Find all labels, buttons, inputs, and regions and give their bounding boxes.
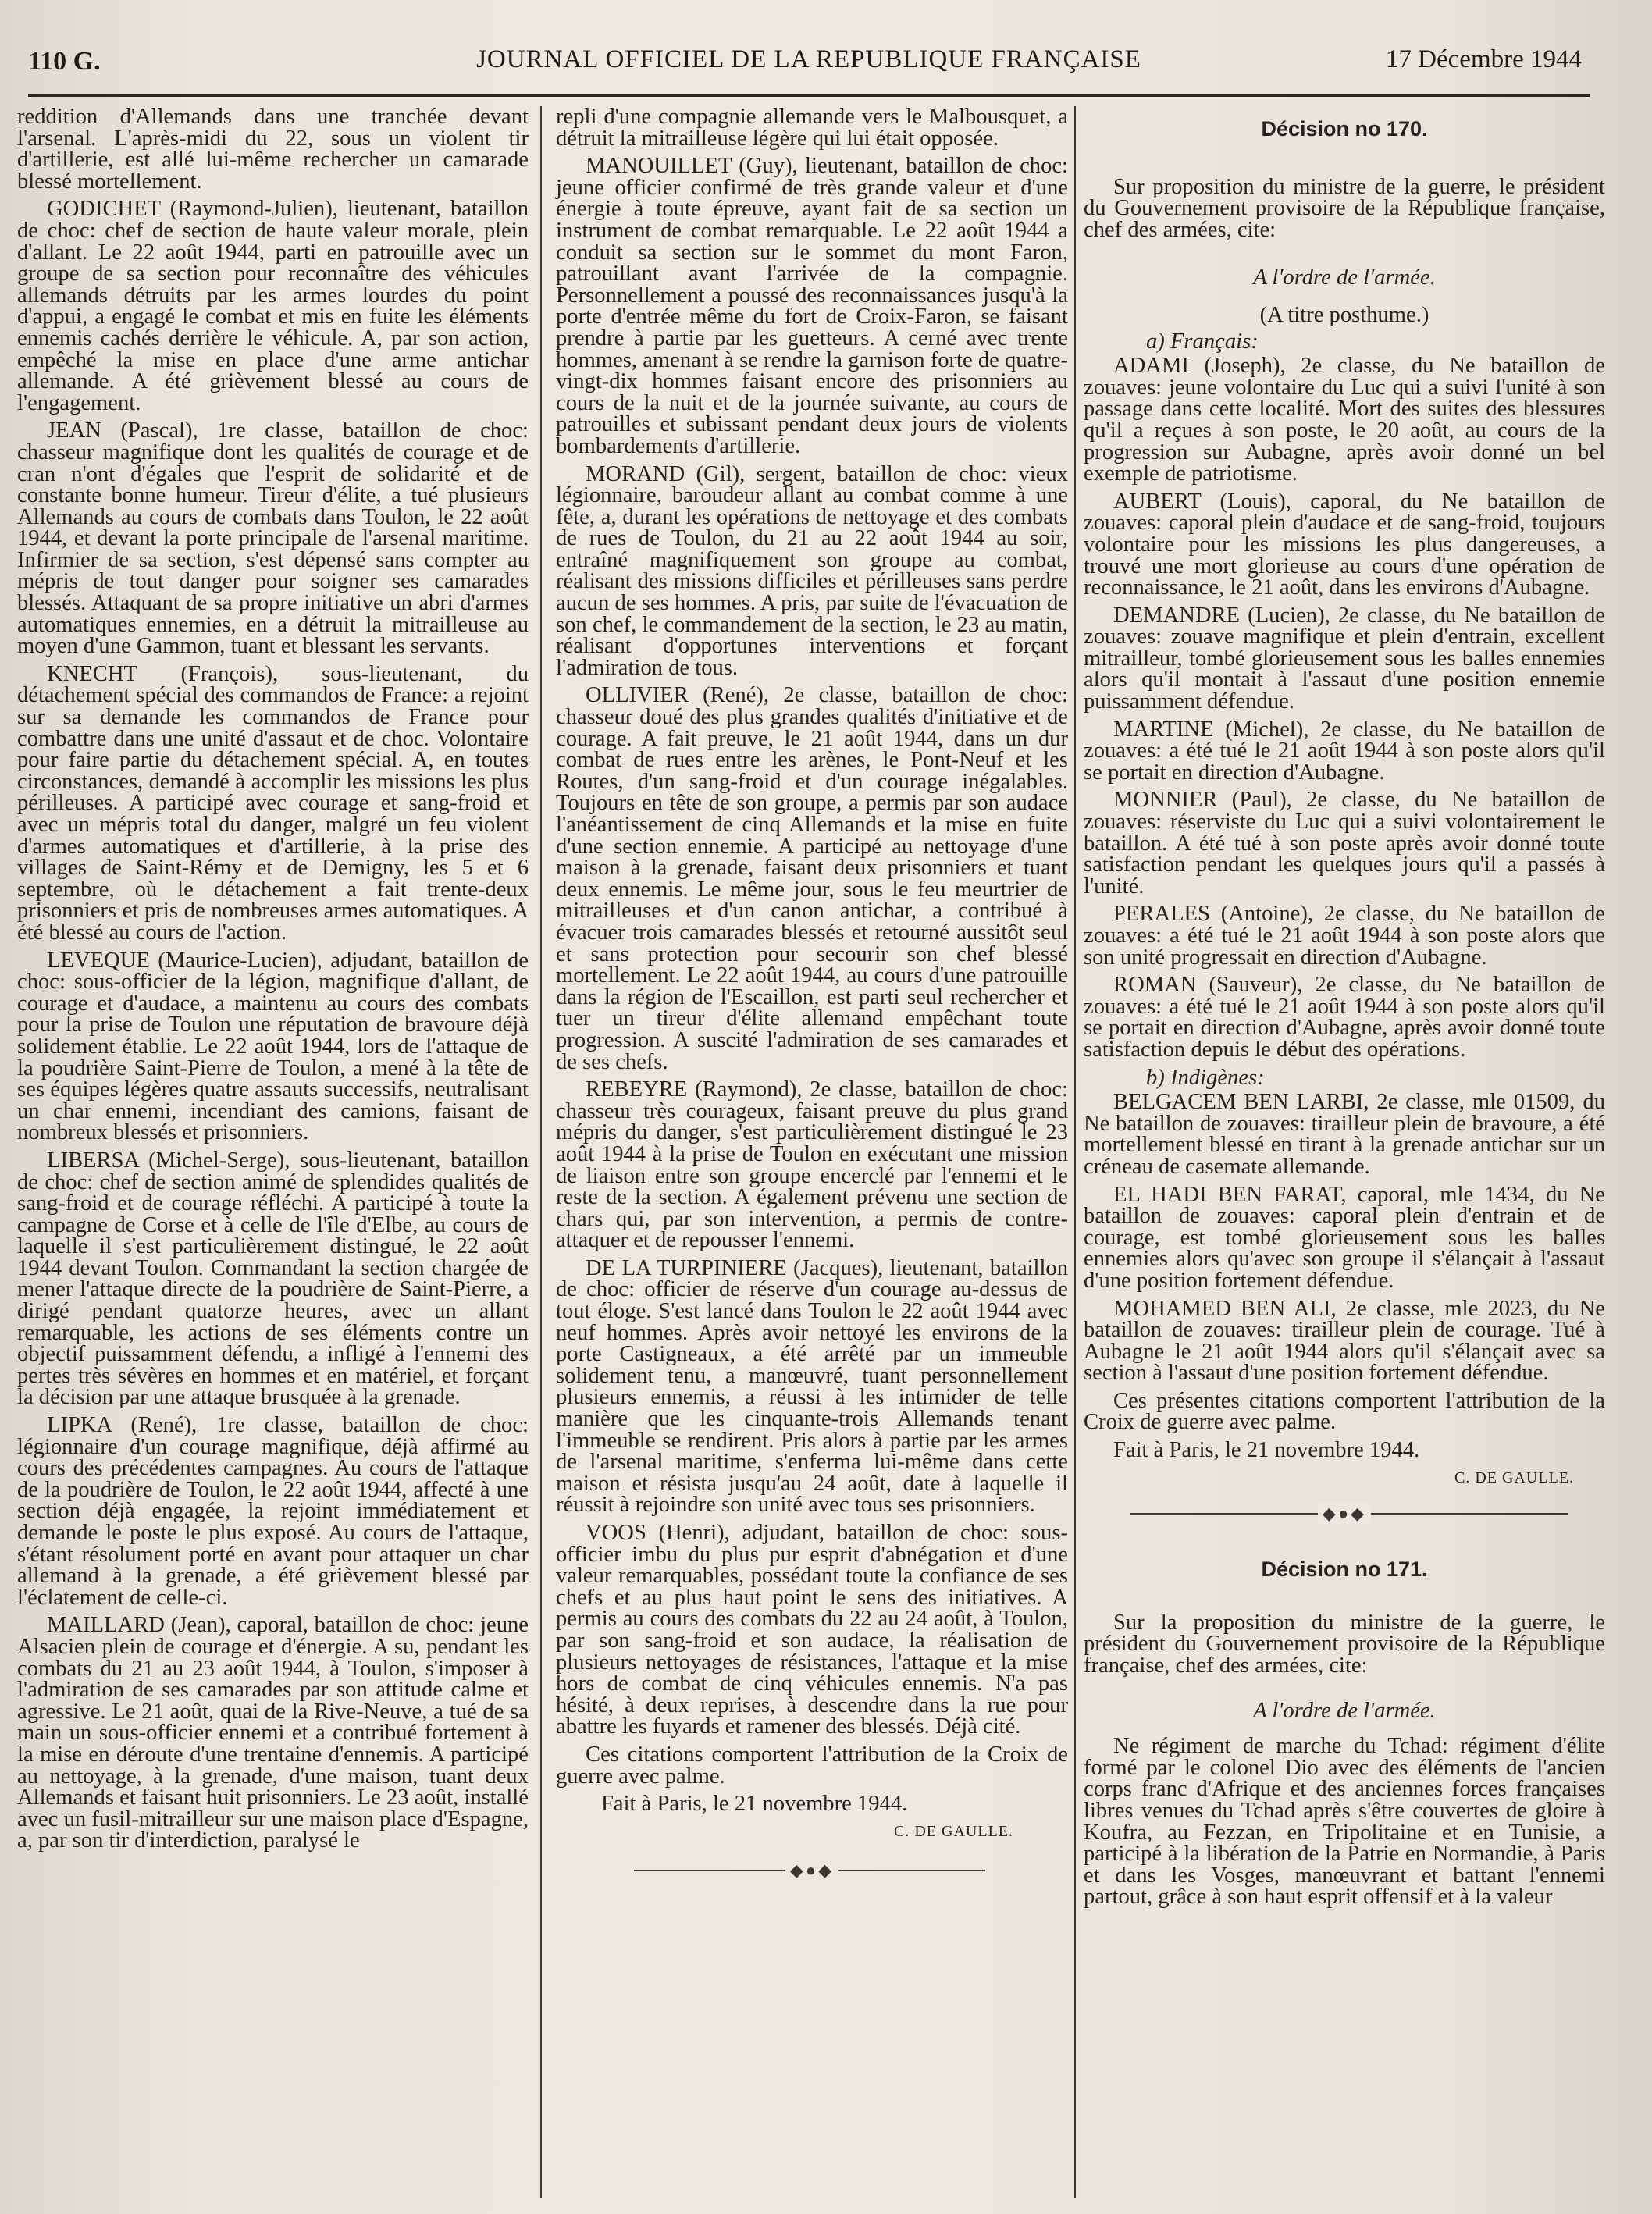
posthumous-note: (A titre posthume.): [1259, 302, 1429, 327]
ornament-glyph: ◆●◆: [785, 1860, 838, 1881]
citation-morand: MORAND (Gil), sergent, bataillon de choc: vieux légionnaire, baroudeur allant au combat comme à une fête, a, durant les opérations de nettoyage et des combats de rues de Toulon, du 21 au 22 août 1944 au soir, entraîné magnifiquement son groupe au combat, réalisant des missions difficiles et périlleuses sans perdre aucun de ses hommes. A pris, par suite de l'évacuation de son chef, le commandement de la section, le 23 au matin, réalisant d'opportunes interventions et forçant l'admiration de tous.: [556, 461, 1068, 680]
order-heading-171: A l'ordre de l'armée.: [1253, 1698, 1436, 1723]
citation-adami: ADAMI (Joseph), 2e classe, du Ne bataillon de zouaves: jeune volontaire du Luc qui a suivi l'unité à son passage dans cette localité. Mort des suites des blessures qu'il a reçues à son poste, le 20 août, au cours de la progression sur Aubagne, après avoir donné un bel exemple de patriotisme.: [1084, 354, 1605, 486]
closing-statement: Ces citations comportent l'attribution de la Croix de guerre avec palme.: [556, 1742, 1068, 1789]
signed-place-date-170: Fait à Paris, le 21 novembre 1944.: [1113, 1438, 1420, 1463]
column-1: [17, 106, 529, 1858]
citation-maillard: MAILLARD (Jean), caporal, bataillon de choc: jeune Alsacien plein de courage et d'énergie. A su, pendant les combats du 21 au 23 août 1944, à Toulon, s'imposer à l'admiration de ses camarades par son attitude calme et agressive. Le 21 août, quai de la Rive-Neuve, a tué de sa main un sous-officier ennemi et a contribué fortement à la mise en déroute d'une trentaine d'ennemis. A participé au nettoyage, à la grenade, d'une maison, tuant deux Allemands et faisant huit prisonniers. Le 23 août, installé avec un fusil-mitrailleur sur une maison place d'Espagne, a, par son tir d'interdiction, paralysé le: [17, 1613, 529, 1853]
decision-170-title: Décision no 170.: [1261, 117, 1428, 141]
citation-aubert: AUBERT (Louis), caporal, du Ne bataillon de zouaves: caporal plein d'audace et de sang-froid, toujours volontaire pour les missions les plus dangereuses, a trouvé une mort glorieuse au cours d'une opération de reconnaissance, le 21 août, dans les environs d'Aubagne.: [1084, 489, 1605, 600]
decision-171-title: Décision no 171.: [1261, 1557, 1428, 1582]
citation-mohamed: MOHAMED BEN ALI, 2e classe, mle 2023, du Ne bataillon de zouaves: tirailleur plein de courage. Tué à Aubagne le 21 août 1944 alors qu'il s'élançait avec sa section à l'assaut d'une position fortement défendue.: [1084, 1296, 1605, 1386]
ornament-glyph: ◆●◆: [1318, 1503, 1371, 1525]
paragraph: repli d'une compagnie allemande vers le Malbousquet, a détruit la mitrailleuse légère qui lui était opposée.: [556, 105, 1068, 151]
citation-de-la-turpiniere: DE LA TURPINIERE (Jacques), lieutenant, bataillon de choc: officier de réserve d'un courage au-dessus de tout éloge. S'est lancé dans Toulon le 22 août 1944 avec neuf hommes. Après avoir nettoyé les environs de la porte Castigneaux, a été arrêté par un immeuble solidement tenu, a manœuvré, tuant personnellement plusieurs ennemis, a réussi à les intimider de telle manière que les cinquante-trois Allemands tenant l'immeuble se rendirent. Pris alors à partie par les armes de l'arsenal maritime, s'enferma lui-même dans cette maison et résista jusqu'au 24 août, date à laquelle il réussit à rejoindre son unité avec tous ses prisonniers.: [556, 1255, 1068, 1518]
column-2: [556, 105, 1068, 1881]
citation-voos: VOOS (Henri), adjudant, bataillon de choc: sous-officier imbu du plus pur esprit d'abnégation et d'une valeur remarquables, possédant toute la confiance de ses chefs et au plus haut point le sens des initiatives. A permis au cours des combats du 22 au 24 août, à Toulon, par son sang-froid et son audace, la réalisation de plusieurs nettoyages de résistances, l'attaque et la mise hors de combat de cinq véhicules ennemis. N'a pas hésité, à deux reprises, à descendre dans la rue pour abattre les fuyards et ramener des blessés. Déjà cité.: [556, 1521, 1068, 1739]
citation-godichet: GODICHET (Raymond-Julien), lieutenant, bataillon de choc: chef de section de haute valeur morale, plein d'allant. Le 22 août 1944, parti en patrouille avec un groupe de sa section pour reconnaître des véhicules allemands détruits par les armes lourdes du point d'appui, a engagé le combat et mis en fuite les éléments ennemis cachés derrière le véhicule. A, par son action, empêché la mise en place d'une arme antichar allemande. A été grièvement blessé au cours de l'engagement.: [17, 197, 529, 415]
journal-title: JOURNAL OFFICIEL DE LA REPUBLIQUE FRANÇAISE: [476, 45, 1141, 73]
citation-el-hadi: EL HADI BEN FARAT, caporal, mle 1434, du Ne bataillon de zouaves: caporal plein d'entrain et de courage, est tombé glorieusement sous les balles ennemies alors qu'avec son groupe il s'élançait à l'assaut d'une position fortement défendue.: [1084, 1182, 1605, 1293]
issue-date: 17 Décembre 1944: [1385, 45, 1582, 73]
page-header: [28, 39, 1590, 97]
signed-place-date: Fait à Paris, le 21 novembre 1944.: [601, 1792, 908, 1817]
decision-171-intro: Sur la proposition du ministre de la guerre, le président du Gouvernement provisoire de la République française, chef des armées, cite:: [1084, 1610, 1605, 1678]
decision-170-intro: Sur proposition du ministre de la guerre, le président du Gouvernement provisoire de la République française, chef des armées, cite:: [1084, 174, 1605, 242]
citation-belgacem: BELGACEM BEN LARBI, 2e classe, mle 01509, du Ne bataillon de zouaves: tirailleur plein de bravoure, a été mortellement blessé en tirant à la grenade antichar sur un créneau de casemate allemande.: [1084, 1090, 1605, 1179]
citation-ollivier: OLLIVIER (René), 2e classe, bataillon de choc: chasseur doué des plus grandes qualités d'initiative et de courage. A fait preuve, le 21 août 1944, dans un dur combat de rues entre les arènes, le Pont-Neuf et les Routes, d'un sang-froid et d'un courage inégalables. Toujours en tête de son groupe, a permis par son audace l'anéantissement de cinq Allemands et la mise en fuite d'une section ennemie. A participé au nettoyage d'une maison à la grenade, faisant deux prisonniers et tuant deux ennemis. Le même jour, sous le feu meurtrier de mitrailleuses et d'un canon antichar, a contribué à évacuer trois camarades blessés et retourné aussitôt seul et sans protection pour secourir son chef blessé mortellement. Le 22 août 1944, au cours d'une patrouille dans la région de l'Escaillon, est parti seul rechercher et tuer un tireur d'élite allemand empêchant toute progression. A suscité l'admiration de ses camarades et de ses chefs.: [556, 683, 1068, 1074]
column-rule-1: [540, 106, 542, 2198]
citation-martine: MARTINE (Michel), 2e classe, du Ne bataillon de zouaves: a été tué le 21 août 1944 à son poste alors qu'il se portait en direction d'Aubagne.: [1084, 717, 1605, 785]
indigenes-heading: b) Indigènes:: [1146, 1065, 1265, 1090]
citation-monnier: MONNIER (Paul), 2e classe, du Ne bataillon de zouaves: réserviste du Luc qui a suivi volontairement le bataillon. A été tué à son poste après avoir donné toute satisfaction pendant les quelques jours qu'il a passés à l'unité.: [1084, 788, 1605, 899]
citation-demandre: DEMANDRE (Lucien), 2e classe, du Ne bataillon de zouaves: zouave magnifique et plein d'entrain, excellent mitrailleur, tombé glorieusement sous les balles ennemies alors qu'il montait à l'assaut d'une position ennemie puissamment défendue.: [1084, 603, 1605, 714]
closing-statement-170: Ces présentes citations comportent l'attribution de la Croix de guerre avec palme.: [1084, 1388, 1605, 1435]
signature-170: C. DE GAULLE.: [1454, 1468, 1574, 1486]
citation-rebeyre: REBEYRE (Raymond), 2e classe, bataillon de choc: chasseur très courageux, faisant preuve du plus grand mépris du danger, s'est particulièrement distingué le 23 août 1944 à la prise de Toulon en exécutant une mission de liaison entre son groupe encerclé par l'ennemi et le reste de la section. A également prévenu une section de chars qui, par son intervention, a permis de contre-attaquer et de repousser l'ennemi.: [556, 1077, 1068, 1253]
citation-leveque: LEVEQUE (Maurice-Lucien), adjudant, bataillon de choc: sous-officier de la légion, magnifique d'allant, de courage et d'audace, a maintenu au cours des combats pour la prise de Toulon une réputation de bravoure déjà solidement établie. Le 22 août 1944, lors de l'attaque de la poudrière Saint-Pierre de Toulon, a mené à la tête de ses équipes légères quatre assauts successifs, neutralisant un char ennemi, incendiant des camions, faisant de nombreux blessés et prisonniers.: [17, 948, 529, 1145]
citation-perales: PERALES (Antoine), 2e classe, du Ne bataillon de zouaves: a été tué le 21 août 1944 à son poste alors que son unité progressait en direction d'Aubagne.: [1084, 902, 1605, 970]
signature: C. DE GAULLE.: [894, 1822, 1013, 1840]
citation-roman: ROMAN (Sauveur), 2e classe, du Ne bataillon de zouaves: a été tué le 21 août 1944 à son poste alors qu'il se portait en direction d'Aubagne, après avoir donné toute satisfaction depuis le début des opérations.: [1084, 973, 1605, 1062]
paragraph: reddition d'Allemands dans une tranchée devant l'arsenal. L'après-midi du 22, sous un violent tir d'artillerie, est allé lui-même rechercher un camarade blessé mortellement.: [17, 105, 529, 194]
section-ornament: [556, 1860, 1068, 1881]
francais-heading: a) Français:: [1146, 329, 1259, 354]
citation-knecht: KNECHT (François), sous-lieutenant, du détachement spécial des commandos de France: a rejoint sur sa demande les commandos de France pour combattre dans une unité d'assaut et de choc. Volontaire pour faire partie du détachement spécial. A, en toutes circonstances, demandé à accomplir les missions les plus périlleuses. A participé avec courage et sang-froid et avec un mépris total du danger, malgré un feu violent d'armes automatiques et d'artillerie, à la prise des villages de Saint-Rémy et de Demigny, les 5 et 6 septembre, où le détachement a fait trente-deux prisonniers et pris de nombreuses armes automatiques. A été blessé au cours de l'action.: [17, 661, 529, 945]
section-ornament: [1084, 1506, 1605, 1522]
column-rule-2: [1074, 106, 1076, 2198]
citation-libersa: LIBERSA (Michel-Serge), sous-lieutenant, bataillon de choc: chef de section animé de splendides qualités de sang-froid et de courage réfléchi. A participé à toute la campagne de Corse et à celle de l'île d'Elbe, au cours de laquelle il s'est particulièrement distingué, le 22 août 1944 devant Toulon. Commandant la section chargée de mener l'attaque directe de la poudrière de Saint-Pierre, a dirigé pendant quatorze heures, avec un allant remarquable, les actions de ses éléments contre un objectif puissamment défendu, a infligé à l'ennemi des pertes très sévères en hommes et en matériel, et forçant la décision par une attaque brusquée à la grenade.: [17, 1148, 529, 1410]
citation-jean: JEAN (Pascal), 1re classe, bataillon de choc: chasseur magnifique dont les qualités de courage et de cran n'ont d'égales que l'esprit de solidarité et de constante bonne humeur. Tireur d'élite, a tué plusieurs Allemands au cours de combats dans Toulon, le 22 août 1944, et devant la porte principale de l'arsenal maritime. Infirmier de sa section, s'est dépensé sans compter au mépris de tout danger pour soigner ses camarades blessés. Attaquant de sa propre initiative un abri d'armes automatiques ennemies, en a détruit la mitrailleuse au moyen d'une Gammon, tuant et blessant les servants.: [17, 418, 529, 659]
column-3: [1084, 106, 1605, 1914]
page-number: 110 G.: [28, 47, 101, 76]
citation-regiment-tchad: Ne régiment de marche du Tchad: régiment d'élite formé par le colonel Dio avec des éléments de l'ancien corps franc d'Afrique et des anciennes forces françaises libres venues du Tchad après s'être couvertes de gloire à Koufra, au Fezzan, en Tripolitaine et en Tunisie, a participé à la libération de la Patrie en Normandie, à Paris et dans les Vosges, manœuvrant et battant l'ennemi partout, grâce à son haut esprit offensif et à la valeur: [1084, 1734, 1605, 1910]
order-heading: A l'ordre de l'armée.: [1253, 265, 1436, 290]
citation-lipka: LIPKA (René), 1re classe, bataillon de choc: légionnaire d'un courage magnifique, déjà affirmé au cours des précédentes campagnes. Au cours de l'attaque de la poudrière de Toulon, le 22 août 1944, affecté à une section déjà engagée, la rejoint immédiatement et demande le poste le plus exposé. Au cours de l'attaque, s'étant résolument porté en avant pour attaquer un char allemand à la grenade, a été grièvement blessé par l'éclatement de celle-ci.: [17, 1413, 529, 1610]
citation-manouillet: MANOUILLET (Guy), lieutenant, bataillon de choc: jeune officier confirmé de très grande valeur et d'une énergie à toute épreuve, ayant fait de sa section un instrument de combat remarquable. Le 22 août 1944 a conduit sa section sur le sommet du mont Faron, patrouillant avant l'arrivée de la compagnie. Personnellement a poussé des reconnaissances jusqu'à la porte d'entrée même du fort de Croix-Faron, se faisant prendre à partie par les guetteurs. A cerné avec trente hommes, amenant à se rendre la garnison forte de quatre-vingt-dix hommes faisant encore des prisonniers au cours de la nuit et de la journée suivante, au cours de patrouilles et subissant pendant deux jours de violents bombardements d'artillerie.: [556, 154, 1068, 458]
